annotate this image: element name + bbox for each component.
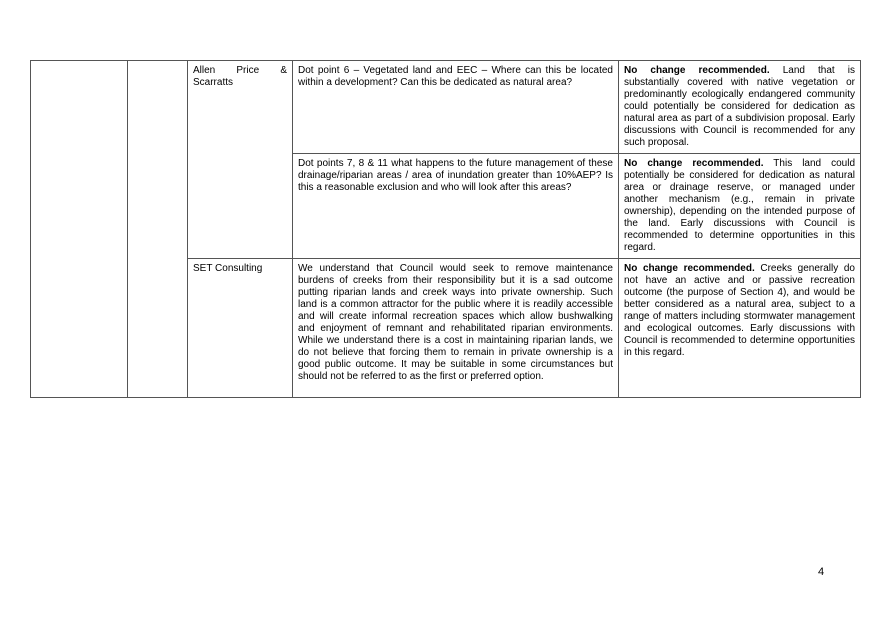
comment-cell: We understand that Council would seek to remove maintenance burdens of creeks from their responsibility but it is a sad outcome putting riparian lands and creek ways into private ownership. Such land is a common attractor for the public where it is readily accessible and will create informal recreation spaces which allow bushwalking and enjoyment of remnant and rehabilitated riparian environments. While we understand there is a cost in maintaining riparian lands, we do not believe that forcing them to remain in private ownership is a good public outcome. It may be suitable in some circumstances but should not be referred to as the first or preferred option.: [293, 259, 619, 398]
page-number: 4: [818, 566, 825, 578]
comment-cell: Dot point 6 – Vegetated land and EEC – Where can this be located within a development? Can this be dedicated as natural area?: [293, 61, 619, 154]
response-lead: No change recommended.: [624, 158, 764, 169]
response-text: Creeks generally do not have an active and or passive recreation outcome (the purpose of Section 4), and would be better considered as a natural area, subject to a range of matters including stormwater management and ecological outcomes. Early discussions with Council is recommended to determine opportunities in this regard.: [624, 263, 855, 358]
response-cell: [619, 154, 861, 259]
empty-cell: [128, 61, 188, 398]
submitter-cell: Allen Price & Scarratts: [188, 61, 293, 259]
response-cell: [619, 259, 861, 398]
response-lead: No change recommended.: [624, 263, 755, 274]
response-lead: No change recommended.: [624, 65, 770, 76]
submitter-cell: SET Consulting: [188, 259, 293, 398]
response-cell: [619, 61, 861, 154]
response-text: Land that is substantially covered with native vegetation or predominantly ecologically endangered community could potentially be considered for dedication as natural area as part of a subdivision proposal. Early discussions with Council is recommended for any such proposal.: [624, 65, 855, 148]
comment-cell: Dot points 7, 8 & 11 what happens to the future management of these drainage/riparian areas / area of inundation greater than 10%AEP? Is this a reasonable exclusion and who will look after this areas?: [293, 154, 619, 259]
empty-cell: [31, 61, 128, 398]
table-row: [31, 61, 861, 154]
response-text: This land could potentially be considered for dedication as natural area or drainage reserve, or managed under another mechanism (e.g., remain in private ownership), depending on the intended purpose of the land. Early discussions with Council is recommended to determine opportunities in this regard.: [624, 158, 856, 253]
submissions-table: [30, 60, 861, 398]
